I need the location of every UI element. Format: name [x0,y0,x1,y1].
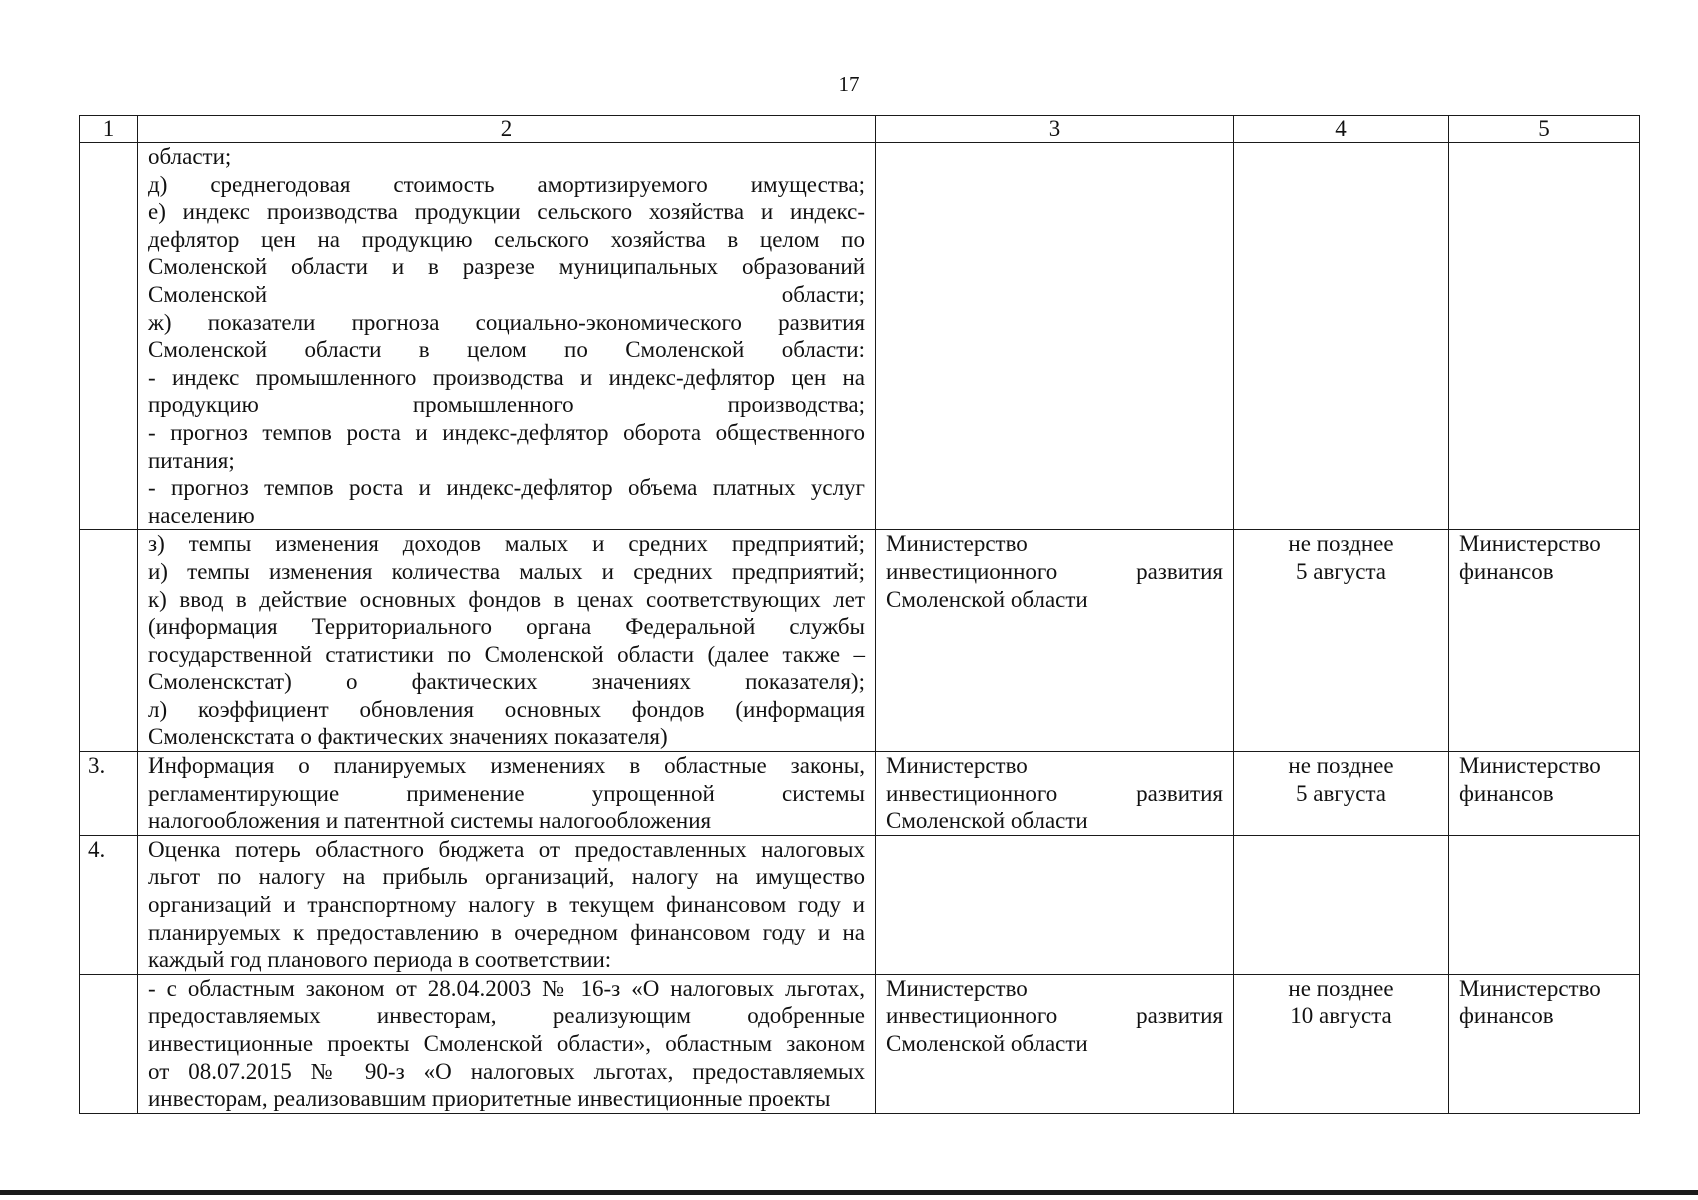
item-description-line: - с областным законом от 28.04.2003 № 16-з «О налоговых льготах, [148,975,865,1001]
item-description-line: (информация Территориального органа Федеральной службы [148,614,865,640]
deadline-line: не позднее [1288,975,1394,1001]
column-header-1: 1 [80,116,138,143]
item-description-cell [138,835,876,974]
deadline-cell [1234,752,1449,836]
deadline-line: не позднее [1288,531,1394,557]
item-description-line: Смоленской области в целом по Смоленской области: [148,337,865,363]
item-description-line: Смоленскстата о фактических значениях показателя) [148,724,668,750]
responsible-executor-line: Смоленской области [886,586,1088,612]
responsible-executor-line: Министерство [886,531,1028,557]
responsible-executor-line: Министерство [886,753,1028,779]
item-description-line: регламентирующие применение упрощенной системы [148,780,865,806]
responsible-executor-cell [876,974,1234,1113]
page-number: 17 [838,72,860,96]
item-description-line: питания; [148,447,235,473]
responsible-executor-line: инвестиционного развития [886,780,1223,806]
item-description-line: з) темпы изменения доходов малых и средних предприятий; [148,531,865,557]
responsible-executor-line: Смоленской области [886,1031,1088,1056]
table-row [80,752,1640,836]
item-description-line: и) темпы изменения количества малых и средних предприятий; [148,558,865,584]
deadline-cell [1234,530,1449,752]
document-table [79,115,1640,1114]
deadline-line: 5 августа [1295,780,1386,806]
deadline-line: 10 августа [1290,1003,1392,1029]
table-row [80,530,1640,752]
table-row [80,143,1640,530]
table-header-row [80,116,1640,143]
item-description-line: - прогноз темпов роста и индекс-дефлятор оборота общественного [148,419,865,445]
deadline-line: 5 августа [1295,558,1386,584]
item-description-line: Смоленской области; [148,281,865,307]
item-description-line: инвесторам, реализовавшим приоритетные инвестиционные проекты [148,1086,831,1112]
deadline-line: не позднее [1288,753,1394,779]
item-description-line: каждый год планового периода в соответствии: [148,947,612,973]
item-description-line: планируемых к предоставлению в очередном финансовом году и на [148,919,865,945]
recipient-line: финансов [1459,780,1554,806]
row-number [80,974,138,1113]
item-description-cell [138,752,876,836]
item-description-line: продукцию промышленного производства; [148,392,865,418]
item-description-line: д) среднегодовая стоимость амортизируемого имущества; [148,171,865,197]
column-header-4: 4 [1234,116,1449,143]
responsible-executor-cell [876,835,1234,974]
column-header-5: 5 [1449,116,1640,143]
item-description-line: от 08.07.2015 № 90-з «О налоговых льготах, предоставляемых [148,1058,865,1084]
item-description-line: - индекс промышленного производства и индекс-дефлятор цен на [148,364,865,390]
column-header-3: 3 [876,116,1234,143]
responsible-executor-line: инвестиционного развития [886,1003,1223,1029]
item-description-line: е) индекс производства продукции сельского хозяйства и индекс- [148,199,865,225]
recipient-line: Министерство [1459,975,1601,1001]
item-description-line: инвестиционные проекты Смоленской области», областным законом [148,1031,865,1056]
item-description-cell [138,530,876,752]
item-description-line: Смоленскстат) о фактических значениях показателя); [148,669,865,695]
item-description-line: л) коэффициент обновления основных фондов (информация [148,696,865,722]
responsible-executor-cell [876,143,1234,530]
item-description-line: - прогноз темпов роста и индекс-дефлятор объема платных услуг [148,475,865,501]
recipient-line: Министерство [1459,753,1601,779]
row-number: 3. [80,752,138,836]
deadline-cell [1234,143,1449,530]
item-description-line: организаций и транспортному налогу в текущем финансовом году и [148,892,865,918]
item-description-line: ж) показатели прогноза социально-экономического развития [148,309,865,335]
recipient-cell [1449,752,1640,836]
responsible-executor-cell [876,752,1234,836]
deadline-cell [1234,974,1449,1113]
recipient-cell [1449,835,1640,974]
item-description-cell [138,143,876,530]
responsible-executor-line: Министерство [886,975,1028,1001]
recipient-cell [1449,143,1640,530]
responsible-executor-line: инвестиционного развития [886,558,1223,584]
responsible-executor-cell [876,530,1234,752]
row-number: 4. [80,835,138,974]
bottom-rule [0,1190,1698,1195]
item-description-line: дефлятор цен на продукцию сельского хозяйства в целом по [148,226,865,252]
row-number [80,143,138,530]
recipient-line: финансов [1459,1003,1554,1029]
recipient-line: финансов [1459,558,1554,584]
item-description-line: налогообложения и патентной системы налогообложения [148,808,712,834]
table-row [80,974,1640,1113]
item-description-line: государственной статистики по Смоленской области (далее также – [148,641,865,667]
responsible-executor-line: Смоленской области [886,808,1088,834]
item-description-line: Информация о планируемых изменениях в областные законы, [148,753,865,779]
item-description-line: предоставляемых инвесторам, реализующим одобренные [148,1003,865,1029]
item-description-line: населению [148,502,255,528]
item-description-line: Смоленской области и в разрезе муниципальных образований [148,254,865,280]
recipient-cell [1449,530,1640,752]
deadline-cell [1234,835,1449,974]
item-description-cell [138,974,876,1113]
item-description-line: льгот по налогу на прибыль организаций, налогу на имущество [148,864,865,890]
item-description-line: области; [148,144,232,169]
row-number [80,530,138,752]
table-row [80,835,1640,974]
item-description-line: к) ввод в действие основных фондов в ценах соответствующих лет [148,586,865,612]
column-header-2: 2 [138,116,876,143]
item-description-line: Оценка потерь областного бюджета от предоставленных налоговых [148,836,865,862]
recipient-line: Министерство [1459,531,1601,557]
recipient-cell [1449,974,1640,1113]
